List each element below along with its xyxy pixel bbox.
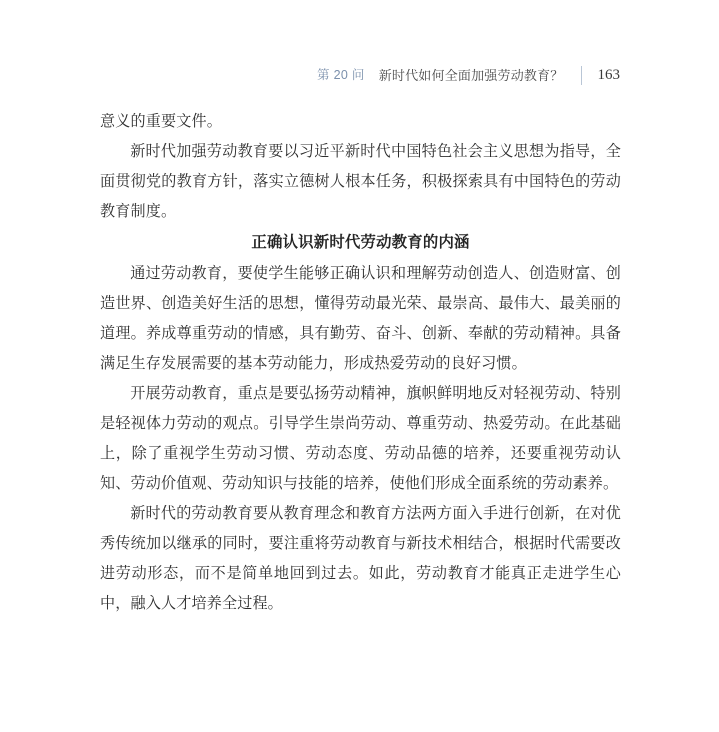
body-paragraph: 通过劳动教育，要使学生能够正确认识和理解劳动创造人、创造财富、创造世界、创造美好生活的思想，懂得劳动最光荣、最崇高、最伟大、最美丽的道理。养成尊重劳动的情感，具有勤劳、奋斗、创新、奉献的劳动精神。具备满足生存发展需要的基本劳动能力，形成热爱劳动的良好习惯。 xyxy=(100,266,621,372)
body-paragraph: 意义的重要文件。 xyxy=(100,114,222,130)
running-head-chapter-title: 新时代如何全面加强劳动教育？ xyxy=(378,67,564,83)
running-head-divider xyxy=(581,66,582,85)
body-paragraph: 新时代加强劳动教育要以习近平新时代中国特色社会主义思想为指导，全面贯彻党的教育方针，落实立德树人根本任务，积极探索具有中国特色的劳动教育制度。 xyxy=(100,144,621,220)
running-head-chapter-label: 第 20 问 xyxy=(317,67,365,82)
running-head xyxy=(100,62,620,88)
section-heading: 正确认识新时代劳动教育的内涵 xyxy=(251,234,470,251)
body-paragraph: 开展劳动教育，重点是要弘扬劳动精神，旗帜鲜明地反对轻视劳动、特别是轻视体力劳动的观点。引导学生崇尚劳动、尊重劳动、热爱劳动。在此基础上，除了重视学生劳动习惯、劳动态度、劳动品德的培养，还要重视劳动认知、劳动价值观、劳动知识与技能的培养，使他们形成全面系统的劳动素养。 xyxy=(100,386,621,492)
body-text-block xyxy=(100,107,621,619)
page-number: 163 xyxy=(597,66,620,83)
body-paragraph: 新时代的劳动教育要从教育理念和教育方法两方面入手进行创新，在对优秀传统加以继承的同时，要注重将劳动教育与新技术相结合，根据时代需要改进劳动形态，而不是简单地回到过去。如此，劳动教育才能真正走进学生心中，融入人才培养全过程。 xyxy=(100,506,621,612)
